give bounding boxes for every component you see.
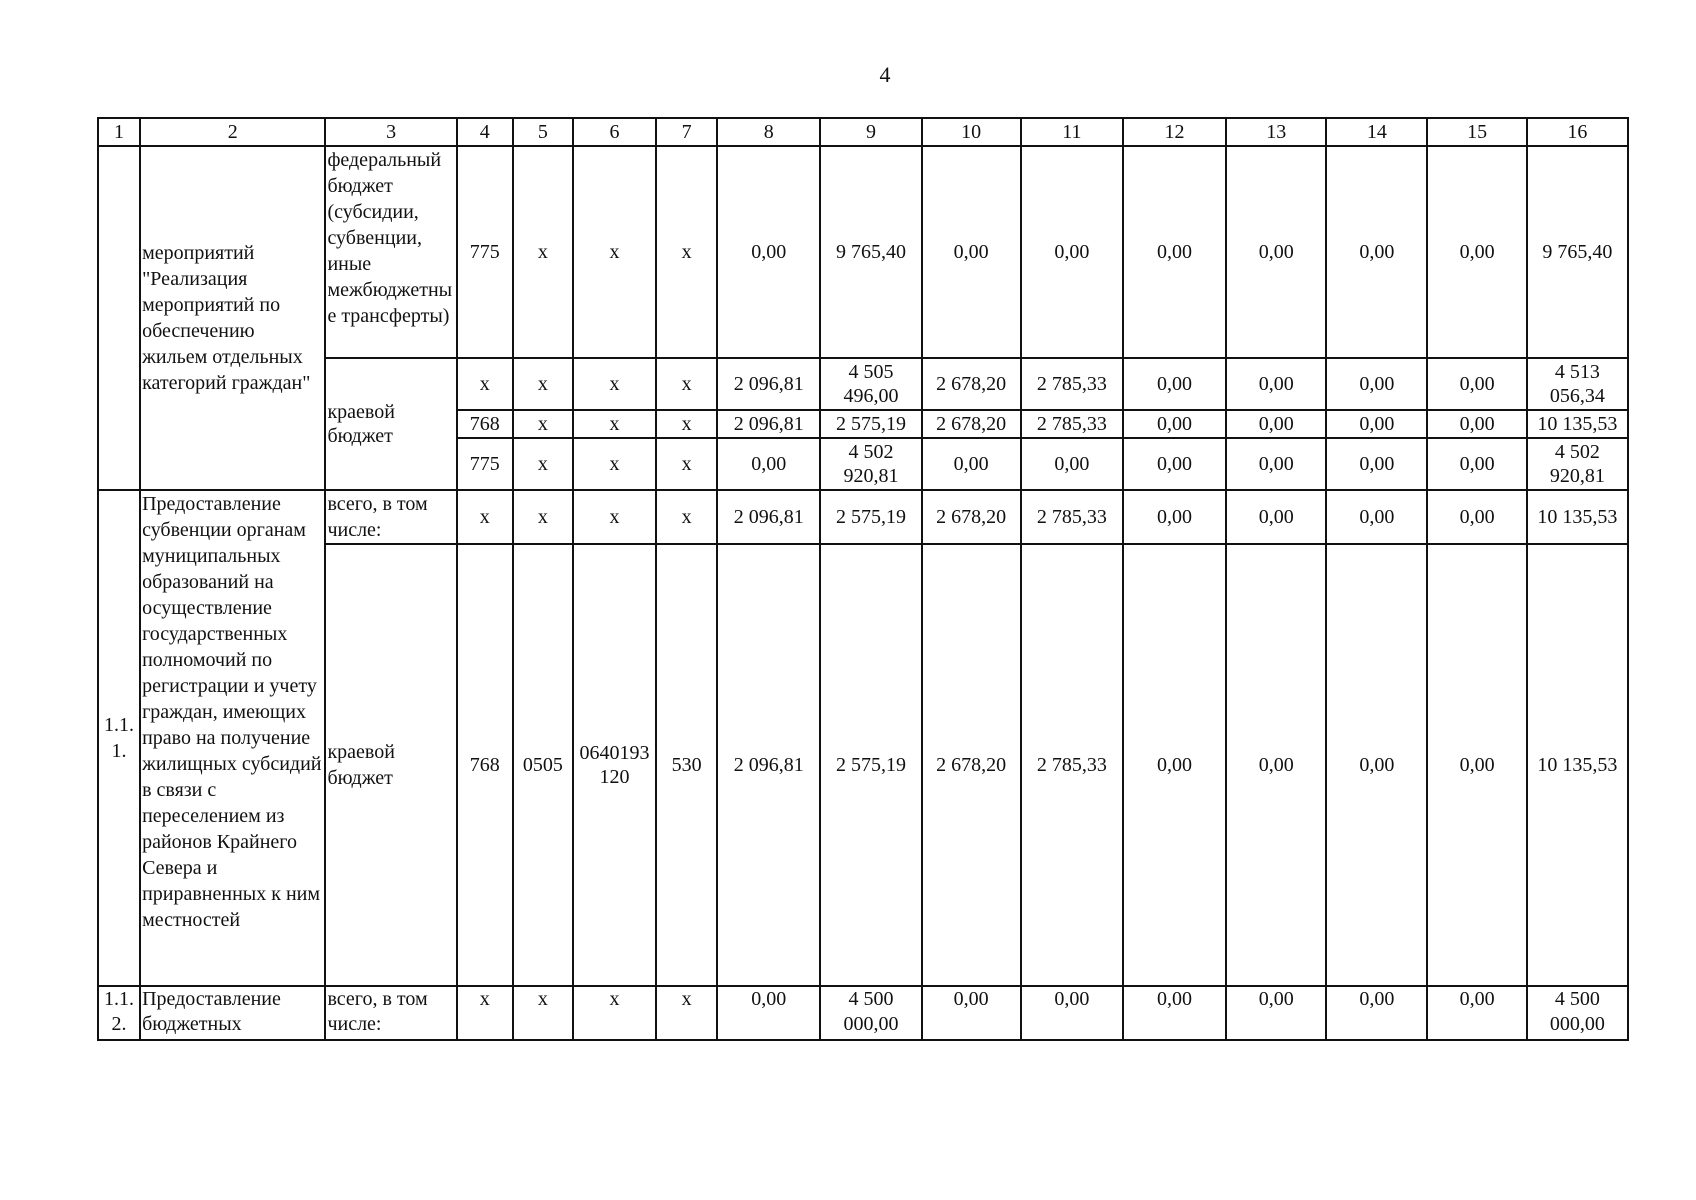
table-row [98,146,1628,358]
table-row [98,490,1628,544]
header-cell: 11 [1021,118,1123,146]
col12-cell: 0,00 [1123,490,1226,544]
col6-cell: x [573,146,656,358]
col16-cell: 4 513 056,34 [1527,358,1628,410]
col4-cell: x [457,986,513,1040]
col10-cell: 2 678,20 [922,410,1021,438]
col11-cell: 2 785,33 [1021,358,1123,410]
col11-cell: 0,00 [1021,146,1123,358]
header-cell: 2 [140,118,325,146]
col8-cell: 2 096,81 [717,410,820,438]
funding-source-cell: всего, в том числе: [325,986,456,1040]
col7-cell: x [656,986,717,1040]
col16-cell: 10 135,53 [1527,490,1628,544]
header-cell: 4 [457,118,513,146]
col10-cell: 0,00 [922,438,1021,490]
col14-cell: 0,00 [1326,544,1427,986]
header-cell: 1 [98,118,140,146]
col15-cell: 0,00 [1427,544,1526,986]
col8-cell: 2 096,81 [717,358,820,410]
col5-cell: 0505 [513,544,573,986]
col9-cell: 2 575,19 [820,544,921,986]
col11-cell: 0,00 [1021,986,1123,1040]
page-number: 4 [879,62,891,87]
col9-cell: 4 505 496,00 [820,358,921,410]
col6-cell: x [573,358,656,410]
header-cell: 12 [1123,118,1226,146]
col15-cell: 0,00 [1427,410,1526,438]
col7-cell: 530 [656,544,717,986]
col9-cell: 9 765,40 [820,146,921,358]
col14-cell: 0,00 [1326,986,1427,1040]
col6-cell: 0640193120 [573,544,656,986]
col14-cell: 0,00 [1326,146,1427,358]
col14-cell: 0,00 [1326,358,1427,410]
col10-cell: 2 678,20 [922,544,1021,986]
header-cell: 6 [573,118,656,146]
col7-cell: x [656,490,717,544]
table-row [98,358,1628,410]
col4-cell: 768 [457,544,513,986]
col8-cell: 2 096,81 [717,544,820,986]
col4-cell: x [457,358,513,410]
col12-cell: 0,00 [1123,544,1226,986]
col14-cell: 0,00 [1326,438,1427,490]
col15-cell: 0,00 [1427,438,1526,490]
col7-cell: x [656,438,717,490]
col12-cell: 0,00 [1123,146,1226,358]
col5-cell: x [513,146,573,358]
header-cell: 15 [1427,118,1526,146]
header-cell: 16 [1527,118,1628,146]
header-row [98,118,1628,146]
col12-cell: 0,00 [1123,410,1226,438]
header-cell: 8 [717,118,820,146]
col7-cell: x [656,358,717,410]
col13-cell: 0,00 [1226,490,1326,544]
col7-cell: x [656,146,717,358]
header-cell: 3 [325,118,456,146]
header-cell: 5 [513,118,573,146]
item-name-cell: Предоставление субвенции органам муниципальных образований на осуществление государственных полномочий по регистрации и учету граждан, имеющих право на получение жилищных субсидий в связи с переселением из районов Крайнего Севера и приравненных к ним местностей [140,490,325,986]
funding-source-cell: краевой бюджет [325,358,456,490]
col12-cell: 0,00 [1123,438,1226,490]
col11-cell: 0,00 [1021,438,1123,490]
header-cell: 13 [1226,118,1326,146]
col13-cell: 0,00 [1226,438,1326,490]
col12-cell: 0,00 [1123,358,1226,410]
col16-cell: 9 765,40 [1527,146,1628,358]
col9-cell: 4 502 920,81 [820,438,921,490]
col8-cell: 0,00 [717,986,820,1040]
col5-cell: x [513,358,573,410]
col5-cell: x [513,490,573,544]
col5-cell: x [513,438,573,490]
item-number-cell: 1.1.2. [98,986,140,1040]
col8-cell: 2 096,81 [717,490,820,544]
header-cell: 7 [656,118,717,146]
col6-cell: x [573,490,656,544]
header-cell: 14 [1326,118,1427,146]
col10-cell: 2 678,20 [922,358,1021,410]
col10-cell: 0,00 [922,986,1021,1040]
col15-cell: 0,00 [1427,146,1526,358]
col14-cell: 0,00 [1326,490,1427,544]
col13-cell: 0,00 [1226,544,1326,986]
header-cell: 9 [820,118,921,146]
col10-cell: 2 678,20 [922,490,1021,544]
funding-source-cell: краевой бюджет [325,544,456,986]
item-name-cell: мероприятий "Реализация мероприятий по обеспечению жильем отдельных категорий граждан" [140,146,325,490]
col6-cell: x [573,410,656,438]
col9-cell: 2 575,19 [820,410,921,438]
header-cell: 10 [922,118,1021,146]
table-row [98,544,1628,986]
col16-cell: 4 502 920,81 [1527,438,1628,490]
col10-cell: 0,00 [922,146,1021,358]
col11-cell: 2 785,33 [1021,544,1123,986]
col6-cell: x [573,986,656,1040]
col5-cell: x [513,410,573,438]
funding-source-cell: всего, в том числе: [325,490,456,544]
table-row [98,986,1628,1040]
col8-cell: 0,00 [717,146,820,358]
item-number-cell: 1.1.1. [98,490,140,986]
col13-cell: 0,00 [1226,986,1326,1040]
col5-cell: x [513,986,573,1040]
col13-cell: 0,00 [1226,410,1326,438]
col15-cell: 0,00 [1427,490,1526,544]
col4-cell: x [457,490,513,544]
col15-cell: 0,00 [1427,358,1526,410]
col4-cell: 775 [457,438,513,490]
budget-table [97,117,1629,1041]
col7-cell: x [656,410,717,438]
item-name-cell: Предоставление бюджетных [140,986,325,1040]
col6-cell: x [573,438,656,490]
item-number-cell [98,146,140,490]
col16-cell: 10 135,53 [1527,410,1628,438]
col8-cell: 0,00 [717,438,820,490]
col13-cell: 0,00 [1226,358,1326,410]
col11-cell: 2 785,33 [1021,490,1123,544]
col16-cell: 4 500 000,00 [1527,986,1628,1040]
col9-cell: 4 500 000,00 [820,986,921,1040]
col4-cell: 768 [457,410,513,438]
col12-cell: 0,00 [1123,986,1226,1040]
col15-cell: 0,00 [1427,986,1526,1040]
col13-cell: 0,00 [1226,146,1326,358]
col14-cell: 0,00 [1326,410,1427,438]
funding-source-cell: федеральный бюджет (субсидии, субвенции, иные межбюджетные трансферты) [325,146,456,358]
col4-cell: 775 [457,146,513,358]
col16-cell: 10 135,53 [1527,544,1628,986]
col9-cell: 2 575,19 [820,490,921,544]
col11-cell: 2 785,33 [1021,410,1123,438]
